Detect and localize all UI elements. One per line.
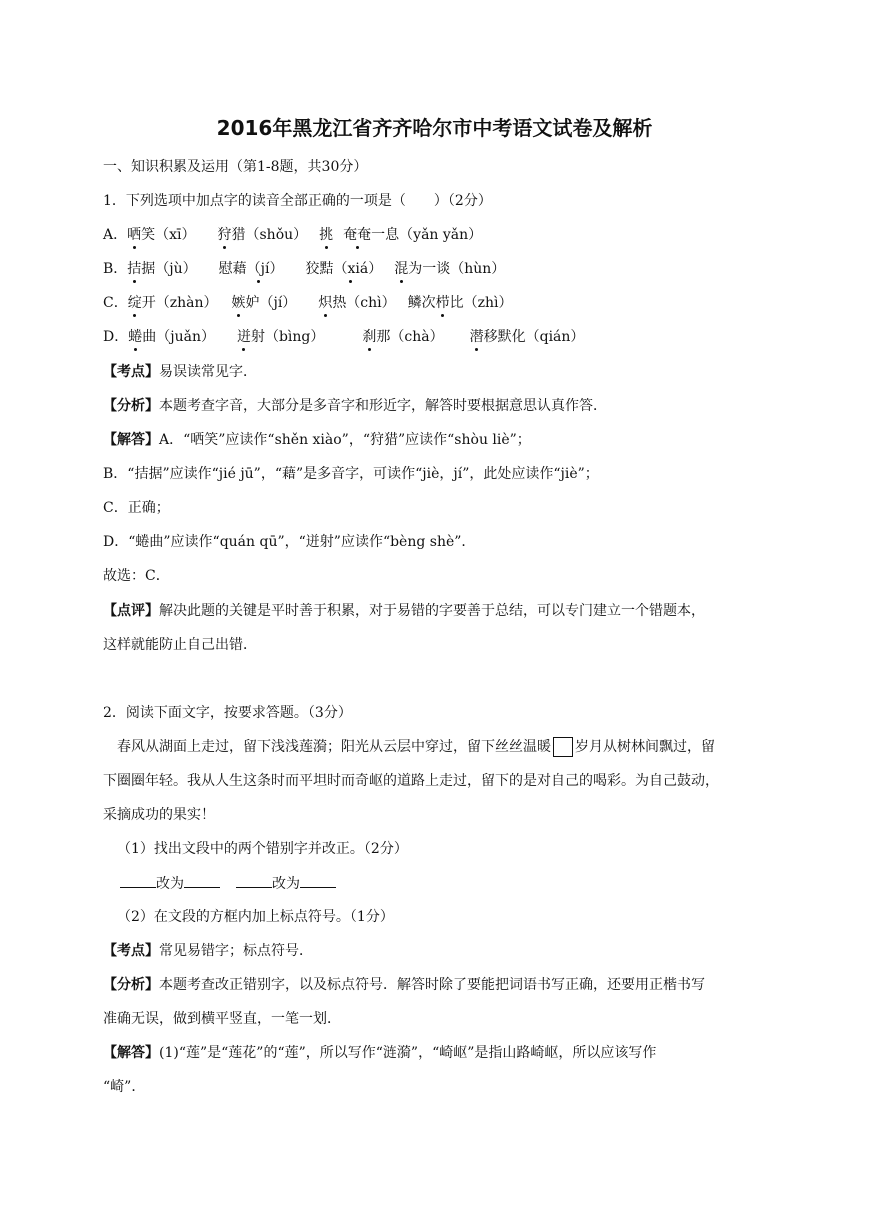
q1-option-d: D．蜷曲（juǎn） 迸射（bìng） 刹那（chà） 潜移默化（qián）	[103, 329, 585, 345]
q2-passage-line-1: 春风从湖面上走过，留下浅浅莲漪；阳光从云层中穿过，留下丝丝温暖 岁月从树林间飘过，留	[117, 739, 715, 755]
q2-stem: 2．阅读下面文字，按要求答题。（3分）	[103, 705, 352, 721]
blank-correct-2[interactable]	[300, 873, 336, 888]
q1-answer: 故选：C．	[103, 568, 170, 584]
q2-fenxi-1: 【分析】本题考查改正错别字，以及标点符号．解答时除了要能把词语书写正确，还要用正楷书写	[103, 977, 705, 993]
q2-sub-2: （2）在文段的方框内加上标点符号。（1分）	[117, 909, 394, 925]
q2-answer-blanks: 改为 改为	[120, 873, 336, 893]
q1-fenxi: 【分析】本题考查字音，大部分是多音字和形近字，解答时要根据意思认真作答．	[103, 398, 607, 414]
blank-correct-1[interactable]	[184, 873, 220, 888]
q1-option-c: C．绽开（zhàn） 嫉妒（jí） 炽热（chì） 鳞次栉比（zhì）	[103, 295, 513, 311]
punctuation-box[interactable]	[553, 737, 573, 757]
section-heading: 一、知识积累及运用（第1-8题，共30分）	[103, 159, 368, 175]
q1-stem: 1．下列选项中加点字的读音全部正确的一项是（ ）（2分）	[103, 193, 492, 209]
blank-wrong-2[interactable]	[236, 873, 272, 888]
q2-jieda-1: 【解答】(1)“莲”是“莲花”的“莲”，所以写作“涟漪”，“崎岖”是指山路崎岖，所以应该写作	[103, 1045, 657, 1061]
q1-jieda-2: B．“拮据”应读作“jié jū”，“藉”是多音字，可读作“jiè，jí”，此处应读作“jiè”；	[103, 466, 599, 482]
q2-jieda-2: “崎”．	[103, 1079, 146, 1095]
q1-kaodian: 【考点】易误读常见字．	[103, 364, 257, 380]
q2-passage-line-3: 采摘成功的果实！	[103, 807, 215, 823]
q2-sub-1: （1）找出文段中的两个错别字并改正。（2分）	[117, 841, 408, 857]
q2-passage-line-2: 下圈圈年轻。我从人生这条时而平坦时而奇岖的道路上走过，留下的是对自己的喝彩。为自己鼓动，	[103, 773, 719, 789]
blank-wrong-1[interactable]	[120, 873, 156, 888]
q1-option-a: A．哂笑（xī） 狩猎（shǒu） 挑 奄奄一息（yǎn yǎn）	[103, 227, 483, 243]
q1-dianping-1: 【点评】解决此题的关键是平时善于积累，对于易错的字要善于总结，可以专门建立一个错题本，	[103, 603, 705, 619]
q2-fenxi-2: 准确无误，做到横平竖直，一笔一划．	[103, 1011, 341, 1027]
q1-jieda-1: 【解答】A．“哂笑”应读作“shěn xiào”，“狩猎”应读作“shòu liè”；	[103, 432, 531, 448]
q1-dianping-2: 这样就能防止自己出错．	[103, 637, 257, 653]
q1-jieda-3: C．正确；	[103, 500, 170, 516]
q1-jieda-4: D．“蜷曲”应读作“quán qū”，“迸射”应读作“bèng shè”．	[103, 534, 476, 550]
q2-kaodian: 【考点】常见易错字；标点符号．	[103, 943, 313, 959]
page-title: 2016年黑龙江省齐齐哈尔市中考语文试卷及解析	[216, 116, 653, 140]
q1-option-b: B．拮据（jù） 慰藉（jí） 狡黠（xiá） 混为一谈（hùn）	[103, 261, 506, 277]
